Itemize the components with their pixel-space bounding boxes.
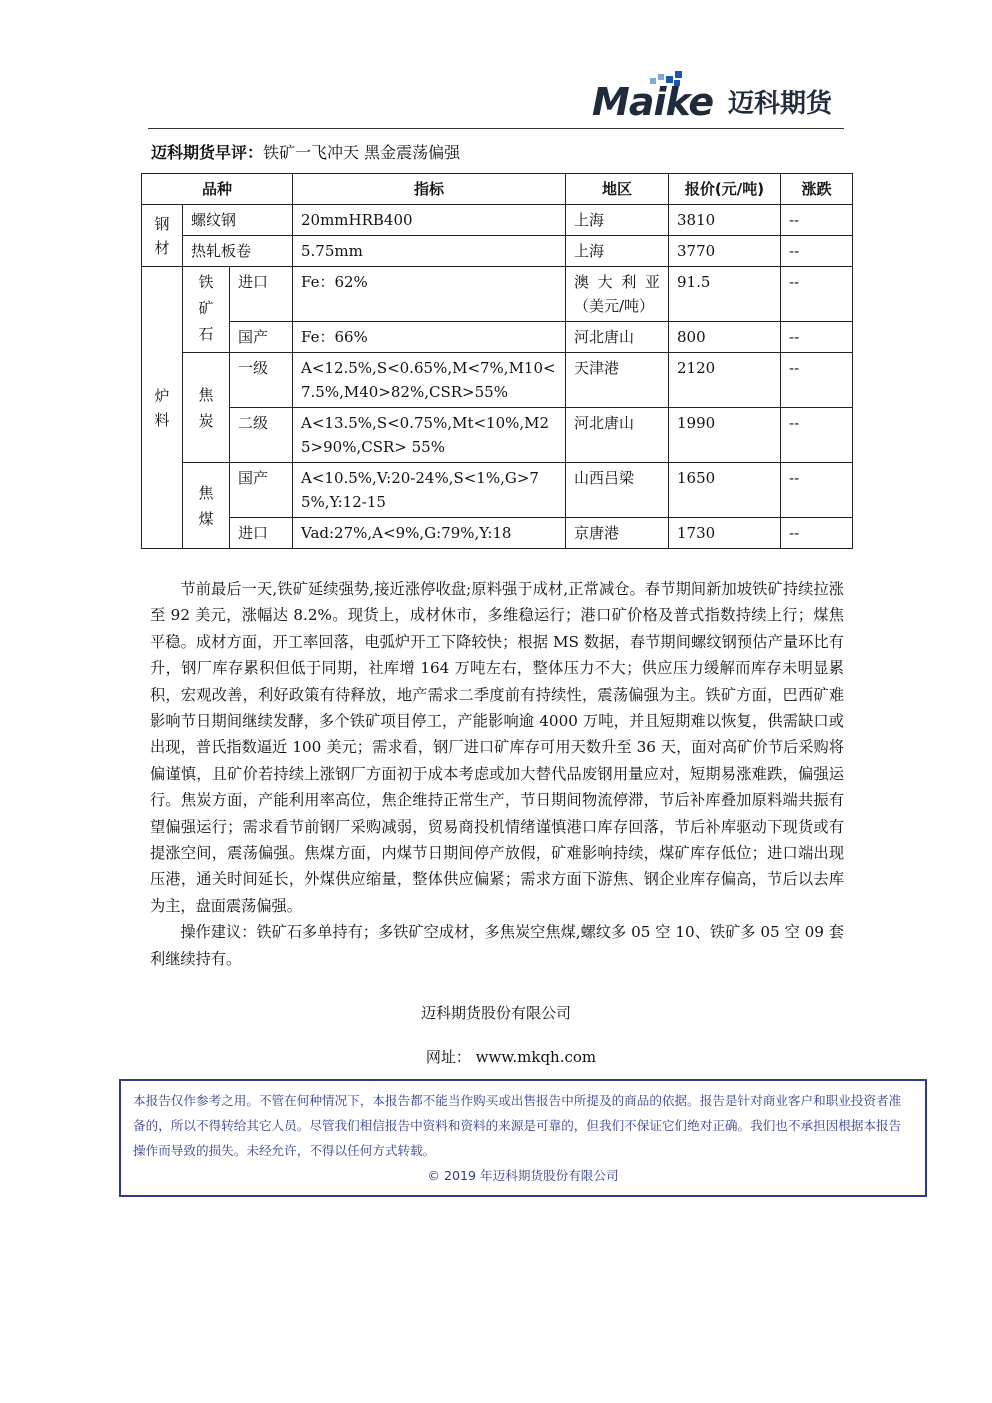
row-spec: A<10.5%,V:20-24%,S<1%,G>75%,Y:12-15 bbox=[293, 463, 566, 518]
row-spec: Fe：66% bbox=[293, 322, 566, 353]
row-price: 800 bbox=[669, 322, 781, 353]
row-price: 1990 bbox=[669, 408, 781, 463]
company-name: 迈科期货股份有限公司 bbox=[420, 1004, 571, 1022]
row-name: 国产 bbox=[230, 463, 293, 518]
row-price: 91.5 bbox=[669, 267, 781, 322]
row-price: 1730 bbox=[669, 518, 781, 549]
header-divider bbox=[148, 128, 844, 129]
row-price: 3810 bbox=[669, 205, 781, 236]
row-spec: A<13.5%,S<0.75%,Mt<10%,M25>90%,CSR> 55% bbox=[293, 408, 566, 463]
row-change: -- bbox=[781, 463, 853, 518]
table-row bbox=[142, 322, 853, 353]
row-region: 天津港 bbox=[566, 353, 669, 408]
row-name: 热轧板卷 bbox=[183, 236, 293, 267]
table-row bbox=[142, 205, 853, 236]
disclaimer-box bbox=[119, 1079, 927, 1197]
logo-chinese-text: 迈科期货 bbox=[728, 89, 833, 119]
row-change: -- bbox=[781, 322, 853, 353]
header-variety: 品种 bbox=[142, 174, 293, 205]
table-header-row bbox=[142, 174, 853, 205]
copyright-text: © 2019 年迈科期货股份有限公司 bbox=[427, 1168, 619, 1183]
subgroup-iron-ore: 铁矿石 bbox=[183, 267, 230, 353]
table-row bbox=[142, 267, 853, 322]
row-change: -- bbox=[781, 205, 853, 236]
row-change: -- bbox=[781, 408, 853, 463]
row-region: 山西吕梁 bbox=[566, 463, 669, 518]
header-spec: 指标 bbox=[293, 174, 566, 205]
header-region: 地区 bbox=[566, 174, 669, 205]
row-region: 上海 bbox=[566, 205, 669, 236]
table-row bbox=[142, 518, 853, 549]
report-title-prefix: 迈科期货早评： bbox=[151, 143, 264, 162]
row-name: 进口 bbox=[230, 267, 293, 322]
row-change: -- bbox=[781, 267, 853, 322]
row-change: -- bbox=[781, 236, 853, 267]
row-name: 国产 bbox=[230, 322, 293, 353]
table-row bbox=[142, 408, 853, 463]
table-row bbox=[142, 236, 853, 267]
row-name: 二级 bbox=[230, 408, 293, 463]
recommendation-paragraph: 操作建议：铁矿石多单持有；多铁矿空成材，多焦炭空焦煤,螺纹多 05 空 10、铁矿多 05 空 09 套利继续持有。 bbox=[150, 923, 844, 968]
row-region: 京唐港 bbox=[566, 518, 669, 549]
report-title bbox=[151, 142, 460, 164]
group-furnace: 炉料 bbox=[142, 267, 183, 549]
row-price: 2120 bbox=[669, 353, 781, 408]
row-change: -- bbox=[781, 518, 853, 549]
row-price: 1650 bbox=[669, 463, 781, 518]
row-price: 3770 bbox=[669, 236, 781, 267]
report-body bbox=[150, 576, 844, 972]
logo-latin-text: Maike bbox=[592, 80, 714, 124]
subgroup-coking-coal: 焦煤 bbox=[183, 463, 230, 549]
row-region: 澳 大 利 亚（美元/吨） bbox=[566, 267, 669, 322]
row-spec: 5.75mm bbox=[293, 236, 566, 267]
row-spec: Fe：62% bbox=[293, 267, 566, 322]
row-spec: 20mmHRB400 bbox=[293, 205, 566, 236]
price-table bbox=[141, 173, 853, 549]
row-name: 进口 bbox=[230, 518, 293, 549]
row-region: 上海 bbox=[566, 236, 669, 267]
website-line: 网址： www.mkqh.com bbox=[425, 1048, 597, 1066]
row-spec: Vad:27%,A<9%,G:79%,Y:18 bbox=[293, 518, 566, 549]
row-name: 一级 bbox=[230, 353, 293, 408]
row-name: 螺纹钢 bbox=[183, 205, 293, 236]
table-row bbox=[142, 463, 853, 518]
header-price: 报价(元/吨) bbox=[669, 174, 781, 205]
company-logo bbox=[592, 76, 844, 124]
row-change: -- bbox=[781, 353, 853, 408]
subgroup-coke: 焦炭 bbox=[183, 353, 230, 463]
row-spec: A<12.5%,S<0.65%,M<7%,M10<7.5%,M40>82%,CSR>55% bbox=[293, 353, 566, 408]
group-steel: 钢材 bbox=[142, 205, 183, 267]
table-row bbox=[142, 353, 853, 408]
row-region: 河北唐山 bbox=[566, 408, 669, 463]
analysis-paragraph: 节前最后一天,铁矿延续强势,接近涨停收盘;原料强于成材,正常减仓。春节期间新加坡铁矿持续拉涨至 92 美元，涨幅达 8.2%。现货上，成材休市，多维稳运行；港口矿价格及普式指数持续上行；煤焦平稳。成材方面，开工率回落，电弧炉开工下降较快；根据 MS 数据，春节期间螺纹钢预估产量环比有升，钢厂库存累积但低于同期，社库增 164 万吨左右，整体压力不大；供应压力缓解而库存未明显累积，宏观改善，利好政策有待释放，地产需求二季度前有持续性，震荡偏强为主。铁矿方面，巴西矿难影响节日期间继续发酵，多个铁矿项目停工，产能影响逾 4000 万吨，并且短期难以恢复，供需缺口或出现，普氏指数逼近 100 美元；需求看，钢厂进口矿库存可用天数升至 36 天，面对高矿价节后采购将偏谨慎，且矿价若持续上涨钢厂方面初于成本考虑或加大替代品废钢用量应对，短期易涨难跌，偏强运行。焦炭方面，产能利用率高位，焦企维持正常生产，节日期间物流停滞，节后补库叠加原料端共振有望偏强运行；需求看节前钢厂采购减弱，贸易商投机情绪谨慎港口库存回落，节后补库驱动下现货或有提涨空间，震荡偏强。焦煤方面，内煤节日期间停产放假，矿难影响持续，煤矿库存低位；进口端出现压港，通关时间延长，外煤供应缩量，整体供应偏紧；需求方面下游焦、钢企业库存偏高，节后以去库为主，盘面震荡偏强。 bbox=[150, 580, 844, 915]
report-title-text: 铁矿一飞冲天 黑金震荡偏强 bbox=[263, 143, 461, 162]
disclaimer-text: 本报告仅作参考之用。不管在何种情况下，本报告都不能当作购买或出售报告中所提及的商品的依据。报告是针对商业客户和职业投资者准备的，所以不得转给其它人员。尽管我们相信报告中资料和资料的来源是可靠的，但我们不保证它们绝对正确。我们也不承担因根据本报告操作而导致的损失。未经允许，不得以任何方式转载。 bbox=[133, 1093, 902, 1158]
header-change: 涨跌 bbox=[781, 174, 853, 205]
row-region: 河北唐山 bbox=[566, 322, 669, 353]
